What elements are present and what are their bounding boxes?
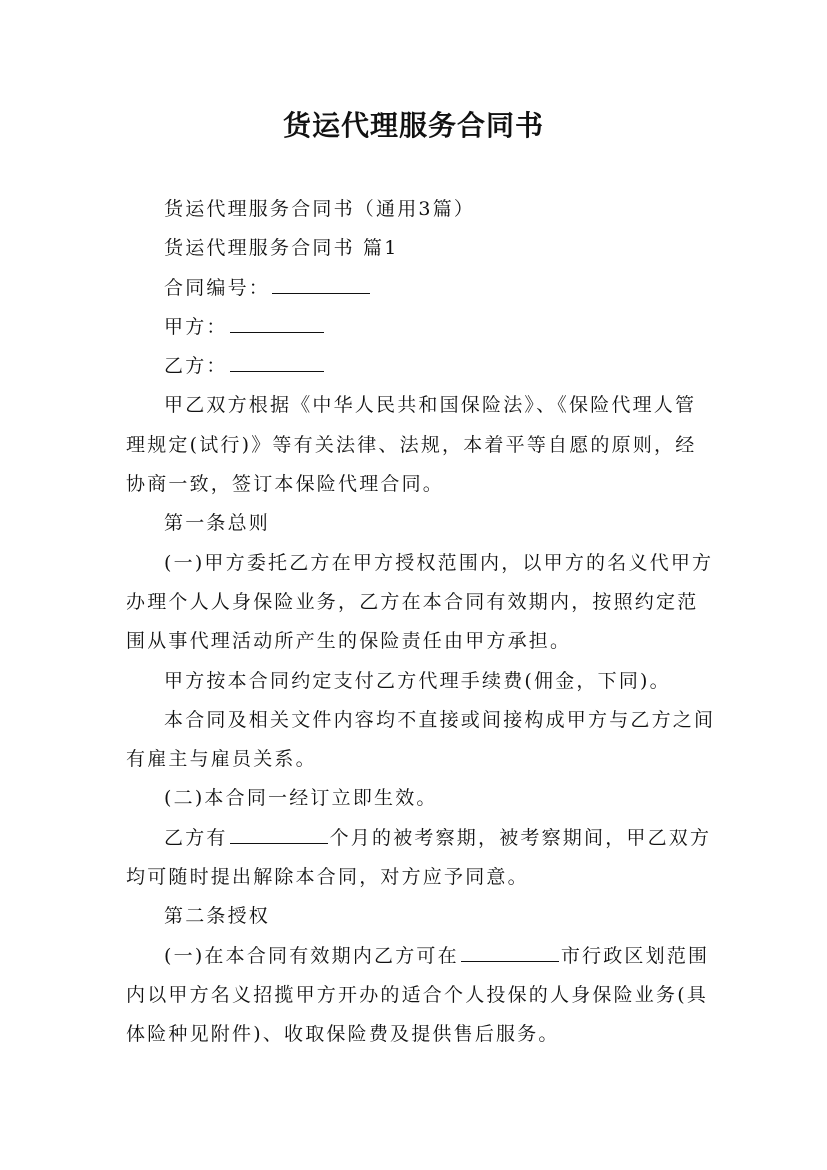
probation-text-after: 个月的被考察期，被考察期间，甲乙双方均可随时提出解除本合同，对方应予同意。 — [126, 826, 712, 889]
party-a-blank — [230, 310, 324, 333]
document-title: 货运代理服务合同书 — [282, 109, 544, 142]
contract-number-blank — [272, 271, 370, 294]
article-2-clause-1 — [126, 937, 716, 1055]
contract-number-label: 合同编号： — [164, 276, 271, 299]
document-body — [126, 190, 716, 1055]
city-blank — [461, 939, 559, 962]
probation-text-before: 乙方有 — [164, 826, 228, 849]
article-2-heading: 第二条授权 — [164, 905, 271, 928]
subtitle-line: 货运代理服务合同书（通用3篇） — [164, 198, 476, 220]
article-1-clause-1: (一)甲方委托乙方在甲方授权范围内，以甲方的名义代甲方办理个人人身保险业务，乙方在本合同有效期内，按照约定范围从事代理活动所产生的保险责任由甲方承担。 — [126, 551, 714, 653]
party-a-label: 甲方： — [164, 315, 228, 338]
article-1-clause-2: (二)本合同一经订立即生效。 — [164, 787, 438, 810]
probation-paragraph — [126, 819, 716, 898]
party-b-label: 乙方： — [164, 355, 228, 378]
authorization-text-after: 市行政区划范围内以甲方名义招揽甲方开办的适合个人投保的人身保险业务(具体险种见附件)、收取保险费及提供售后服务。 — [126, 944, 710, 1046]
party-b-line — [126, 347, 716, 386]
article-1-fee-paragraph: 甲方按本合同约定支付乙方代理手续费(佣金，下同)。 — [164, 669, 671, 692]
probation-months-blank — [230, 821, 328, 844]
contract-number-line — [126, 269, 716, 308]
intro-paragraph: 甲乙双方根据《中华人民共和国保险法》、《保险代理人管理规定(试行)》等有关法律、法规，本着平等自愿的原则，经协商一致，签订本保险代理合同。 — [126, 394, 697, 496]
article-1-heading: 第一条总则 — [164, 512, 271, 535]
party-a-line — [126, 308, 716, 347]
article-1-relation-paragraph: 本合同及相关文件内容均不直接或间接构成甲方与乙方之间有雇主与雇员关系。 — [126, 708, 716, 771]
party-b-blank — [230, 349, 324, 372]
part-heading: 货运代理服务合同书 篇1 — [164, 237, 399, 260]
authorization-text-before: (一)在本合同有效期内乙方可在 — [164, 944, 459, 967]
